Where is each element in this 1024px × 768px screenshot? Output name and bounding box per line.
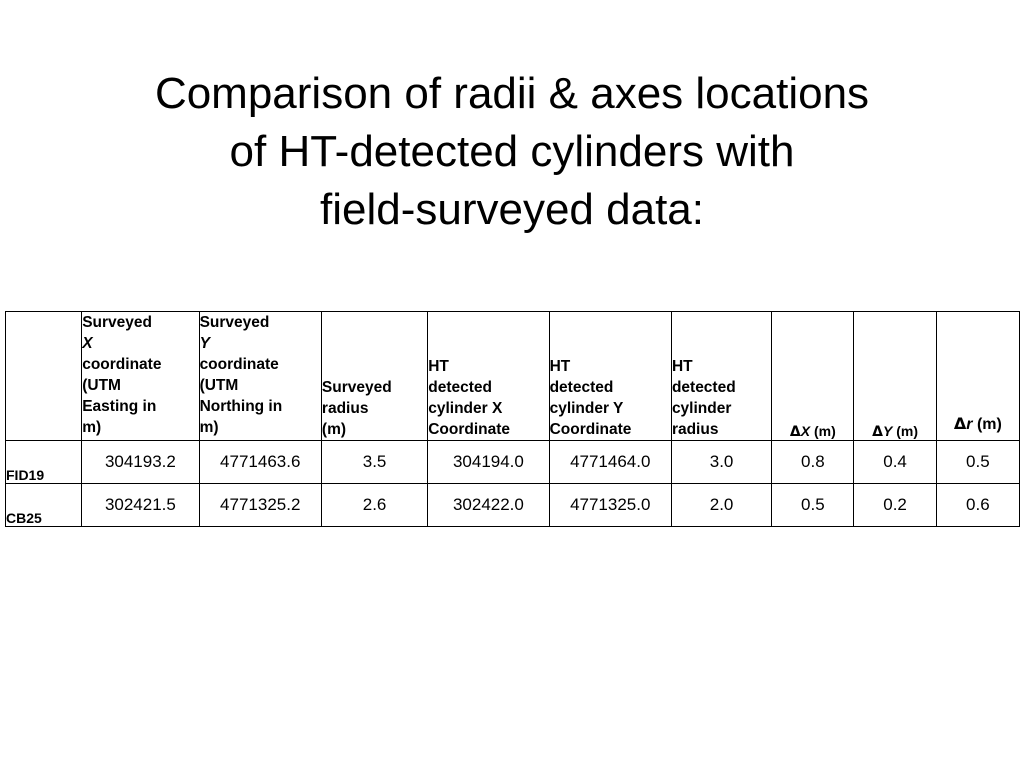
cell-surveyed-y: 4771325.2 [199, 484, 321, 527]
table-row [6, 484, 1020, 527]
header-text: coordinate [82, 356, 162, 373]
header-delta-x [772, 312, 854, 441]
table-row [6, 441, 1020, 484]
cell-ht-y: 4771325.0 [549, 484, 671, 527]
header-text: HT [428, 358, 449, 375]
header-surveyed-radius [321, 312, 427, 441]
cell-surveyed-x: 302421.5 [82, 484, 199, 527]
header-text: cylinder X [428, 400, 503, 417]
header-empty-corner [6, 312, 82, 441]
header-text: Surveyed [199, 314, 270, 331]
cell-delta-y: 0.2 [854, 484, 936, 527]
slide-title [0, 65, 1024, 239]
header-text: detected [549, 379, 614, 396]
cell-surveyed-radius: 2.6 [321, 484, 427, 527]
delta-symbol: Δ [872, 424, 883, 440]
header-text: HT [671, 358, 693, 375]
cell-surveyed-x: 304193.2 [82, 441, 199, 484]
cell-delta-x: 0.5 [772, 484, 854, 527]
cell-ht-radius: 2.0 [671, 484, 771, 527]
header-var: Y [882, 423, 893, 439]
header-unit: (m) [813, 423, 836, 439]
title-line-2: of HT-detected cylinders with [229, 127, 795, 177]
row-label: CB25 [6, 484, 82, 527]
header-var: X [800, 423, 811, 439]
cell-delta-r: 0.5 [936, 441, 1019, 484]
cell-ht-x: 304194.0 [428, 441, 549, 484]
header-surveyed-y [199, 312, 321, 441]
header-text: Northing in [199, 398, 283, 415]
header-text: cylinder [671, 400, 732, 417]
header-text: cylinder Y [549, 400, 624, 417]
cell-delta-r: 0.6 [936, 484, 1019, 527]
header-delta-y [854, 312, 936, 441]
header-text: coordinate [199, 356, 279, 373]
delta-symbol: Δ [789, 424, 801, 440]
header-text: Easting in [82, 398, 157, 415]
header-ht-y [549, 312, 671, 441]
cell-surveyed-y: 4771463.6 [199, 441, 321, 484]
header-text: Coordinate [549, 421, 632, 438]
cell-delta-y: 0.4 [854, 441, 936, 484]
cell-ht-x: 302422.0 [428, 484, 549, 527]
header-unit: (m) [896, 423, 918, 439]
header-text: (UTM [199, 377, 239, 394]
header-text: Coordinate [428, 421, 511, 438]
cell-ht-radius: 3.0 [671, 441, 771, 484]
header-ht-radius [671, 312, 771, 441]
row-label: FID19 [6, 441, 82, 484]
cell-delta-x: 0.8 [772, 441, 854, 484]
header-text: m) [82, 419, 102, 436]
title-line-3: field-surveyed data: [320, 185, 704, 235]
header-text: m) [199, 419, 219, 436]
title-line-1: Comparison of radii & axes locations [154, 69, 870, 119]
header-unit: (m) [976, 416, 1002, 433]
header-ht-x [428, 312, 549, 441]
header-text: radius [321, 400, 369, 417]
cell-surveyed-radius: 3.5 [321, 441, 427, 484]
header-text: radius [671, 421, 719, 438]
header-var: r [966, 416, 973, 433]
delta-symbol: Δ [953, 414, 967, 433]
header-delta-r [936, 312, 1019, 441]
comparison-table [5, 311, 1020, 527]
header-text: detected [671, 379, 736, 396]
cell-ht-y: 4771464.0 [549, 441, 671, 484]
table-header-row [6, 312, 1020, 441]
header-text: detected [428, 379, 492, 396]
header-text: (UTM [82, 377, 121, 394]
header-text: Surveyed [321, 379, 392, 396]
header-text: Surveyed [82, 314, 153, 331]
header-surveyed-x [82, 312, 199, 441]
header-text: HT [549, 358, 571, 375]
header-text: Y [199, 335, 210, 352]
header-text: (m) [321, 421, 347, 438]
header-text: X [82, 335, 93, 352]
